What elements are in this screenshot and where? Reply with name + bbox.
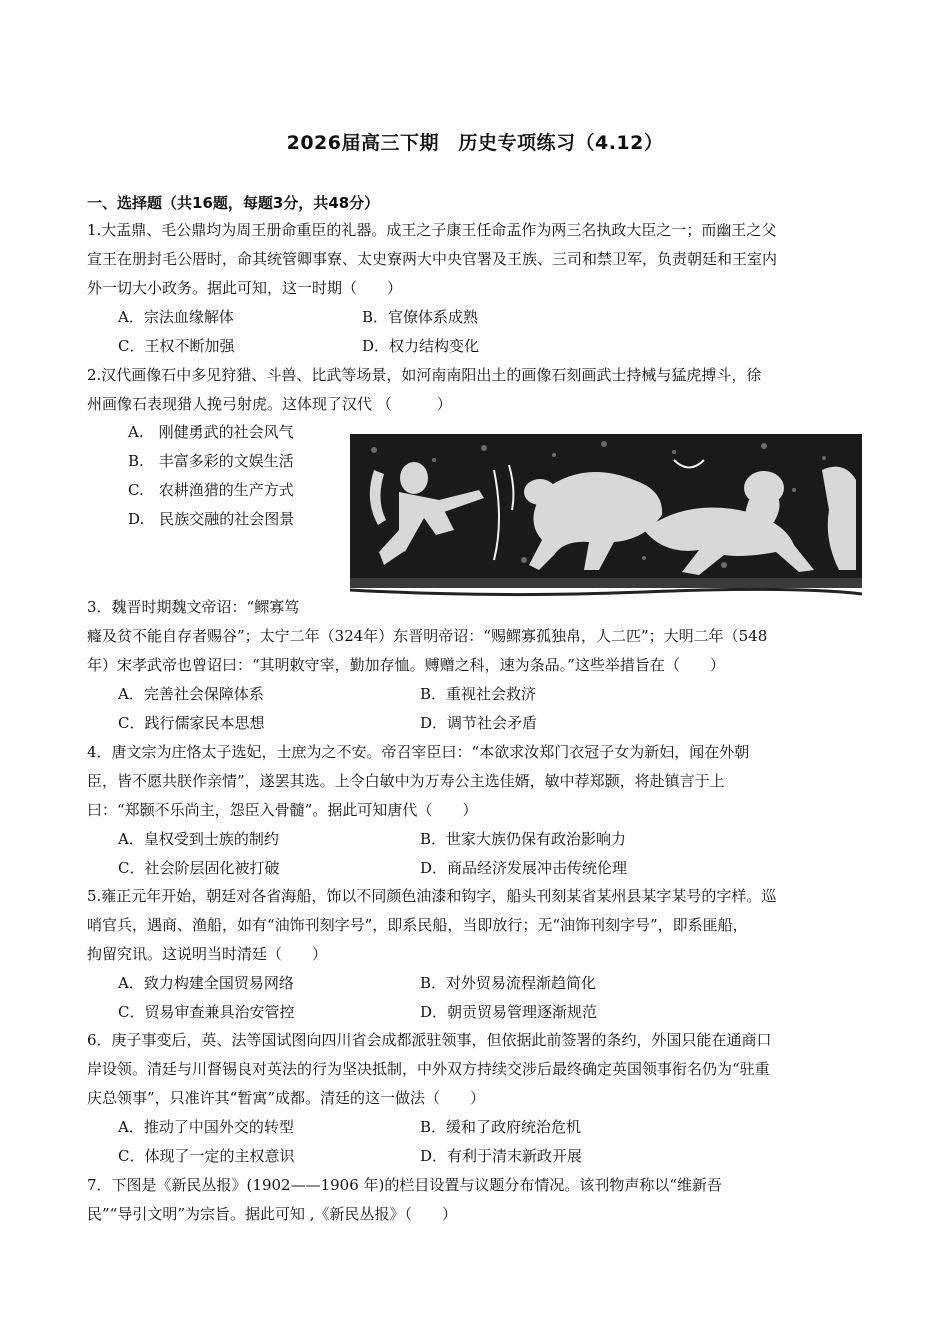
q4-option-a: A．皇权受到士族的制约 bbox=[118, 830, 279, 848]
q6-option-a: A．推动了中国外交的转型 bbox=[118, 1118, 294, 1136]
q1-line-1: 1.大盂鼎、毛公鼎均为周王册命重臣的礼器。成王之子康王任命盂作为两三名执政大臣之一；而幽王之父 bbox=[87, 221, 777, 239]
q4-line-1: 4．唐文宗为庄恪太子选妃，士庶为之不安。帝召宰臣曰：“本欲求汝郑门衣冠子女为新妇，闻在外朝 bbox=[87, 743, 750, 761]
q4-option-d: D．商品经济发展冲击传统伦理 bbox=[420, 859, 628, 877]
q3-line-1: 3．魏晋时期魏文帝诏：“鳏寡笃 bbox=[87, 598, 300, 616]
q2-option-d: D. 民族交融的社会图景 bbox=[128, 510, 295, 528]
q5-line-3: 拘留究讯。这说明当时清廷（ ） bbox=[87, 945, 328, 963]
q7-line-1: 7．下图是《新民丛报》(1902——1906 年)的栏目设置与议题分布情况。该刊物声称以“维新吾 bbox=[87, 1176, 723, 1194]
q2-option-a: A. 刚健勇武的社会风气 bbox=[128, 423, 294, 441]
q4-option-b: B．世家大族仍保有政治影响力 bbox=[420, 830, 627, 848]
q6-option-b: B．缓和了政府统治危机 bbox=[420, 1118, 582, 1136]
q7-line-2: 民”“导引文明”为宗旨。据此可知 ,《新民丛报》（ ） bbox=[87, 1205, 458, 1223]
page-title: 2026届高三下期 历史专项练习（4.12） bbox=[286, 132, 664, 154]
q6-option-d: D．有利于清末新政开展 bbox=[420, 1147, 583, 1165]
q5-option-c: C．贸易审查兼具治安管控 bbox=[118, 1003, 295, 1021]
q1-line-2: 宣王在册封毛公厝时，命其统管卿事寮、太史寮两大中央官署及王族、三司和禁卫军，负责朝廷和王室内 bbox=[87, 250, 778, 268]
q3-option-c: C．践行儒家民本思想 bbox=[118, 714, 265, 732]
section-heading: 一、选择题（共16题，每题3分，共48分） bbox=[87, 194, 380, 212]
q3-option-b: B．重视社会救济 bbox=[420, 685, 537, 703]
q3-line-2: 癃及贫不能自存者赐谷”；太宁二年（324年）东晋明帝诏：“赐鳏寡孤独帛，人二匹”；大明二年（548 bbox=[87, 627, 768, 645]
q1-option-c: C．王权不断加强 bbox=[118, 337, 235, 355]
q1-option-b: B．官僚体系成熟 bbox=[362, 308, 479, 326]
q1-line-3: 外一切大小政务。据此可知，这一时期（ ） bbox=[87, 279, 403, 297]
q3-line-3: 年）宋孝武帝也曾诏曰：“其明敕守宰，勤加存恤。赙赠之科，速为条品。”这些举措旨在（ ） bbox=[87, 656, 725, 674]
q2-option-c: C. 农耕渔猎的生产方式 bbox=[128, 481, 294, 499]
q1-option-a: A．宗法血缘解体 bbox=[118, 308, 234, 326]
q4-line-3: 曰：“郑颢不乐尚主，怨臣入骨髓”。据此可知唐代（ ） bbox=[87, 801, 478, 819]
q6-option-c: C．体现了一定的主权意识 bbox=[118, 1147, 295, 1165]
q5-option-b: B．对外贸易流程渐趋简化 bbox=[420, 974, 597, 992]
q2-option-b: B. 丰富多彩的文娱生活 bbox=[128, 452, 294, 470]
stone-relief-image bbox=[344, 430, 866, 598]
q1-option-d: D．权力结构变化 bbox=[362, 337, 480, 355]
q5-option-d: D．朝贡贸易管理逐渐规范 bbox=[420, 1003, 598, 1021]
q2-line-2: 州画像石表现猎人挽弓射虎。这体现了汉代 （ ） bbox=[87, 395, 452, 413]
q5-line-2: 哨官兵，遇商、渔船，如有“油饰刊刻字号”，即系民船，当即放行；无“油饰刊刻字号”，即系匪船， bbox=[87, 916, 748, 934]
q6-line-1: 6．庚子事变后，英、法等国试图向四川省会成都派驻领事，但依据此前签署的条约，外国只能在通商口 bbox=[87, 1031, 772, 1049]
q5-line-1: 5.雍正元年开始，朝廷对各省海船，饰以不同颜色油漆和钩字，船头刊刻某省某州县某字某号的字样。巡 bbox=[87, 887, 777, 905]
q3-option-d: D．调节社会矛盾 bbox=[420, 714, 538, 732]
q3-option-a: A．完善社会保障体系 bbox=[118, 685, 264, 703]
q4-line-2: 臣，皆不愿共朕作亲情”，遂罢其选。上令白敏中为万寿公主选佳婿，敏中荐郑颢，将赴镇言于上 bbox=[87, 772, 725, 790]
q2-line-1: 2.汉代画像石中多见狩猎、斗兽、比武等场景，如河南南阳出土的画像石刻画武士持械与猛虎搏斗，徐 bbox=[87, 366, 762, 384]
q6-line-3: 庆总领事”，只准许其“暂寓”成都。清廷的这一做法（ ） bbox=[87, 1089, 486, 1107]
q4-option-c: C．社会阶层固化被打破 bbox=[118, 859, 280, 877]
q6-line-2: 岸设领。清廷与川督锡良对英法的行为坚决抵制，中外双方持续交涉后最终确定英国领事衔名仍为“驻重 bbox=[87, 1060, 770, 1078]
q5-option-a: A．致力构建全国贸易网络 bbox=[118, 974, 294, 992]
